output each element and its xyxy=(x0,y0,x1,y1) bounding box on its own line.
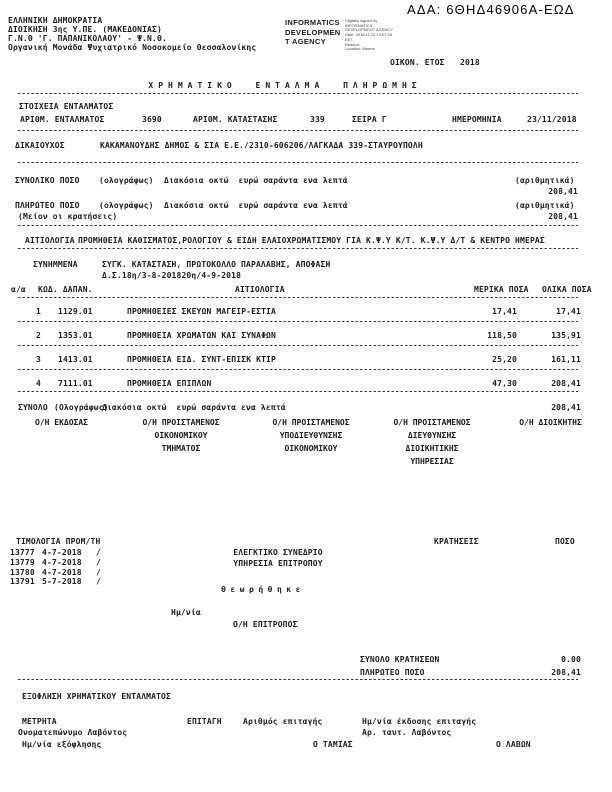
minus-deductions-note: (Μείον οι κρατήσεις) xyxy=(18,212,118,221)
grand-total-value: 208,41 xyxy=(551,403,581,412)
ada-code: ΑΔΑ: 6ΘΗΔ46906Α-ΕΩΔ xyxy=(407,2,575,17)
divider xyxy=(18,162,578,163)
attachments-line: ΣΥΓΚ. ΚΑΤΑΣΤΑΣΗ, ΠΡΩΤΟΚΟΛΛΟ ΠΑΡΑΛΑΒΗΣ, ΑΠΟΦΑΣΗ xyxy=(102,260,331,269)
signature-finance-subdirectorate-head: Ο/Η ΠΡΟΙΣΤΑΜΕΝΟΣ ΥΠΟΔΙΕΥΘΥΝΣΗΣ ΟΙΚΟΝΟΜΙΚΟΥ xyxy=(272,418,350,453)
grand-total-words: Διακόσια οκτώ ευρώ σαράντα ενα λεπτά xyxy=(102,403,286,412)
grand-total-label: ΣΥΝΟΛΟ xyxy=(18,403,48,412)
fiscal-year-value: 2018 xyxy=(460,58,480,67)
invoices-label: ΤΙΜΟΛΟΓΙΑ ΠΡΟΜ/ΤΗ xyxy=(16,537,101,546)
digital-signature-stamp xyxy=(285,18,341,47)
series-label: ΣΕΙΡΑ Γ xyxy=(352,115,387,124)
fiscal-year-label: ΟΙΚΟΝ. ΕΤΟΣ xyxy=(390,58,445,67)
total-amount-inwords-tag: (ολογράφως) xyxy=(99,176,154,185)
stamp-line: DEVELOPMEN xyxy=(285,27,341,37)
col-total: ΟΛΙΚΑ ΠΟΣΑ xyxy=(542,285,592,294)
reason-text: ΠΡΟΜΗΘΕΙΑ ΚΑΘΙΣΜΑΤΟΣ,ΡΟΛΟΓΙΟΥ & ΕΙΔΗ ΕΛΑΙΟΧΡΩΜΑΤΙΣΜΟΥ ΓΙΑ Κ.Ψ.Υ Κ/Τ. Κ.Ψ.Υ Δ/Τ & ΚΕΝΤΡΟ ΗΜΕΡΑΣ xyxy=(78,236,545,245)
statement-number-label: ΑΡΙΘΜ. ΚΑΤΑΣΤΑΣΗΣ xyxy=(193,115,278,124)
col-code: ΚΩΔ. ΔΑΠΑΝ. xyxy=(38,285,93,294)
net-payable-value: 208,41 xyxy=(551,668,581,677)
divider xyxy=(18,248,578,249)
total-amount-words: Διακόσια οκτώ ευρώ σαράντα ενα λεπτά xyxy=(164,176,348,185)
digital-signature-details: Digitally signed by INFORMATICS DEVELOPMENT AGENCY Date: 2018.11.23 13:07:26 EET Reason: Location: Athens xyxy=(345,18,393,52)
divider xyxy=(18,93,578,94)
divider xyxy=(18,297,578,298)
reason-label: ΑΙΤΙΟΛΟΓΙΑ xyxy=(25,236,75,245)
divider xyxy=(18,225,578,226)
court-date-label: Ημ/νία xyxy=(171,608,201,617)
audit-court-line: ΕΛΕΓΚΤΙΚΟ ΣΥΝΕΔΡΙΟ xyxy=(233,548,323,557)
beneficiary-label: ΔΙΚΑΙΟΥΧΟΣ xyxy=(15,141,65,150)
entalma-number-label: ΑΡΙΘΜ. ΕΝΤΑΛΜΑΤΟΣ xyxy=(20,115,105,124)
cashier-signature-label: Ο ΤΑΜΙΑΣ xyxy=(313,740,353,749)
org-line: Γ.Ν.Θ 'Γ. ΠΑΠΑΝΙΚΟΛΑΟΥ' - Ψ.Ν.Θ. xyxy=(8,34,167,43)
col-reason: ΑΙΤΙΟΛΟΓΙΑ xyxy=(235,285,285,294)
payee-id-label: Αρ. ταυτ. Λαβόντος xyxy=(362,728,452,737)
statement-number-value: 339 xyxy=(310,115,325,124)
beneficiary-value: ΚΑΚΑΜΑΝΟΥΔΗΣ ΔΗΜΟΣ & ΣΙΑ Ε.Ε./2310-606206/ΛΑΓΚΑΔΑ 339-ΣΤΑΥΡΟΥΠΟΛΗ xyxy=(100,141,423,150)
total-amount-value: 208,41 xyxy=(548,187,578,196)
date-label: ΗΜΕΡΟΜΗΝΙΑ xyxy=(452,115,502,124)
stamp-line: INFORMATICS xyxy=(285,18,340,27)
signature-issuer: Ο/Η ΕΚΔΟΣΑΣ xyxy=(35,418,88,427)
col-aa: α/α xyxy=(11,285,26,294)
payee-name-label: Ονοματεπώνυμο Λαβόντος xyxy=(18,728,128,737)
divider xyxy=(18,369,578,370)
commissioner-service-line: ΥΠΗΡΕΣΙΑ ΕΠΙΤΡΟΠΟΥ xyxy=(233,559,323,568)
entalma-number-value: 3690 xyxy=(142,115,162,124)
grand-total-inwords-tag: (Ολογράφως) xyxy=(54,403,109,412)
org-line: Οργανική Μονάδα Ψυχιατρικό Νοσοκομείο Θεσσαλονίκης xyxy=(8,43,257,52)
total-deductions-label: ΣΥΝΟΛΟ ΚΡΑΤΗΣΕΩΝ xyxy=(360,655,440,664)
cash-label: ΜΕΤΡΗΤΑ xyxy=(22,717,57,726)
divider xyxy=(18,321,578,322)
org-line: ΔΙΟΙΚΗΣΗ 3ης Υ.ΠΕ. (ΜΑΚΕΔΟΝΙΑΣ) xyxy=(8,25,162,34)
attachments-line: Δ.Σ.18η/3-8-201820η/4-9-2018 xyxy=(102,271,242,280)
payable-amount-words: Διακόσια οκτώ ευρώ σαράντα ενα λεπτά xyxy=(164,201,348,210)
receiver-signature-label: Ο ΛΑΒΩΝ xyxy=(496,740,531,749)
amount-header: ΠΟΣΟ xyxy=(555,537,575,546)
divider xyxy=(18,130,578,131)
divider xyxy=(18,391,578,392)
total-deductions-value: 0.00 xyxy=(561,655,581,664)
signature-admin-directorate-head: Ο/Η ΠΡΟΙΣΤΑΜΕΝΟΣ ΔΙΕΥΘΥΝΣΗΣ ΔΙΟΙΚΗΤΙΚΗΣ ΥΠΗΡΕΣΙΑΣ xyxy=(393,418,471,466)
divider xyxy=(18,345,578,346)
total-amount-label: ΣΥΝΟΛΙΚΟ ΠΟΣΟ xyxy=(15,176,80,185)
divider xyxy=(18,679,578,680)
cheque-label: ΕΠΙΤΑΓΗ xyxy=(187,717,222,726)
signature-governor: Ο/Η ΔΙΟΙΚΗΤΗΣ xyxy=(519,418,582,427)
date-value: 23/11/2018 xyxy=(527,115,577,124)
signature-finance-dept-head: Ο/Η ΠΡΟΙΣΤΑΜΕΝΟΣ ΟΙΚΟΝΟΜΙΚΟΥ ΤΜΗΜΑΤΟΣ xyxy=(142,418,220,453)
page-title: ΧΡΗΜΑΤΙΚΟ ΕΝΤΑΛΜΑ ΠΛΗΡΩΜΗΣ xyxy=(148,81,422,90)
payment-date-label: Ημ/νία εξόφλησης xyxy=(22,740,102,749)
approved-stamp-text: θεωρήθηκε xyxy=(221,585,305,594)
col-partial: ΜΕΡΙΚΑ ΠΟΣΑ xyxy=(474,285,529,294)
deductions-header: ΚΡΑΤΗΣΕΙΣ xyxy=(434,537,479,546)
cheque-issue-date-label: Ημ/νία έκδοσης επιταγής xyxy=(362,717,477,726)
net-payable-label: ΠΛΗΡΩΤΕΟ ΠΟΣΟ xyxy=(360,668,425,677)
stamp-line: T AGENCY xyxy=(285,37,326,46)
total-amount-numeric-tag: (αριθμητικά) xyxy=(515,176,575,185)
commissioner-signature-label: Ο/Η ΕΠΙΤΡΟΠΟΣ xyxy=(233,620,298,629)
payable-amount-numeric-tag: (αριθμητικά) xyxy=(515,201,575,210)
attachments-label: ΣΥΝΗΜΜΕΝΑ xyxy=(33,260,78,269)
settlement-title: ΕΞΟΦΛΗΣΗ ΧΡΗΜΑΤΙΚΟΥ ΕΝΤΑΛΜΑΤΟΣ xyxy=(22,692,171,701)
org-line: ΕΛΛΗΝΙΚΗ ΔΗΜΟΚΡΑΤΙΑ xyxy=(8,16,103,25)
section-entalma-label: ΣΤΟΙΧΕΙΑ ΕΝΤΑΛΜΑΤΟΣ xyxy=(19,102,114,111)
payable-amount-inwords-tag: (ολογράφως) xyxy=(99,201,154,210)
cheque-number-label: Αριθμός επιταγής xyxy=(243,717,323,726)
payable-amount-value: 208,41 xyxy=(548,212,578,221)
payment-order-page: ΑΔΑ: 6ΘΗΔ46906Α-ΕΩΔ ΕΛΛΗΝΙΚΗ ΔΗΜΟΚΡΑΤΙΑ ΔΙΟΙΚΗΣΗ 3ης Υ.ΠΕ. (ΜΑΚΕΔΟΝΙΑΣ) Γ.Ν.Θ 'Γ. ΠΑΠΑΝΙΚΟΛΑΟΥ' - Ψ.Ν.Θ. Οργανική Μονάδα Ψυχιατρικό Νοσοκομείο Θεσσαλονίκης INFORMATICS DEVELOPMEN T AGENCY Digitally signed by INFORMATICS DEVELOPMENT AGENCY Date: 2018.11.23 13:07:26 EET Reason: Location: Athens ΟΙΚΟΝ. ΕΤΟΣ 2018 ΧΡΗΜΑΤΙΚΟ ΕΝΤΑΛΜΑ ΠΛΗΡΩΜΗΣ ΣΤΟΙΧΕΙΑ ΕΝΤΑΛΜΑΤΟΣ ΑΡΙΘΜ. ΕΝΤΑΛΜΑΤΟΣ 3690 ΑΡΙΘΜ. ΚΑΤΑΣΤΑΣΗΣ 339 ΣΕΙΡΑ Γ ΗΜΕΡΟΜΗΝΙΑ 23/11/2018 ΔΙΚΑΙΟΥΧΟΣ ΚΑΚΑΜΑΝΟΥΔΗΣ ΔΗΜΟΣ & ΣΙΑ Ε.Ε./2310-606206/ΛΑΓΚΑΔΑ 339-ΣΤΑΥΡΟΥΠΟΛΗ ΣΥΝΟΛΙΚΟ ΠΟΣΟ (ολογράφως) Διακόσια οκτώ ευρώ σαράντα ενα λεπτά (αριθμητικά) 208,41 ΠΛΗΡΩΤΕΟ ΠΟΣΟ (ολογράφως) Διακόσια οκτώ ευρώ σαράντα ενα λεπτά (αριθμητικά) (Μείον οι κρατήσεις) 208,41 ΑΙΤΙΟΛΟΓΙΑ ΠΡΟΜΗΘΕΙΑ ΚΑΘΙΣΜΑΤΟΣ,ΡΟΛΟΓΙΟΥ & ΕΙΔΗ ΕΛΑΙΟΧΡΩΜΑΤΙΣΜΟΥ ΓΙΑ Κ.Ψ.Υ Κ/Τ. Κ.Ψ.Υ Δ/Τ & ΚΕΝΤΡΟ ΗΜΕΡΑΣ ΣΥΝΗΜΜΕΝΑ ΣΥΓΚ. ΚΑΤΑΣΤΑΣΗ, ΠΡΩΤΟΚΟΛΛΟ ΠΑΡΑΛΑΒΗΣ, ΑΠΟΦΑΣΗ Δ.Σ.18η/3-8-201820η/4-9-2018 α/α ΚΩΔ. ΔΑΠΑΝ. ΑΙΤΙΟΛΟΓΙΑ ΜΕΡΙΚΑ ΠΟΣΑ ΟΛΙΚΑ ΠΟΣΑ 1 1129.01 ΠΡΟΜΗΘΕΙΕΣ ΣΚΕΥΩΝ ΜΑΓΕΙΡ-ΕΣΤΙΑ 17,41 17,41 2 1353.01 ΠΡΟΜΗΘΕΙΑ ΧΡΩΜΑΤΩΝ ΚΑΙ ΣΥΝΑΦΩΝ 118,50 135,91 3 1413.01 ΠΡΟΜΗΘΕΙΑ ΕΙΔ. ΣΥΝΤ-ΕΠΙΣΚ ΚΤΙΡ 25,20 161,11 4 7111.01 ΠΡΟΜΗΘΕΙΑ ΕΠΙΠΛΩΝ 47,30 208,41 ΣΥΝΟΛΟ (Ολογράφως) Διακόσια οκτώ ευρώ σαράντα ενα λεπτά 208,41 Ο/Η ΕΚΔΟΣΑΣ Ο/Η ΠΡΟΙΣΤΑΜΕΝΟΣ ΟΙΚΟΝΟΜΙΚΟΥ ΤΜΗΜΑΤΟΣ Ο/Η ΠΡΟΙΣΤΑΜΕΝΟΣ ΥΠΟΔΙΕΥΘΥΝΣΗΣ ΟΙΚΟΝΟΜΙΚΟΥ Ο/Η ΠΡΟΙΣΤΑΜΕΝΟΣ ΔΙΕΥΘΥΝΣΗΣ ΔΙΟΙΚΗΤΙΚΗΣ ΥΠΗΡΕΣΙΑΣ Ο/Η ΔΙΟΙΚΗΤΗΣ ΤΙΜΟΛΟΓΙΑ ΠΡΟΜ/ΤΗ ΚΡΑΤΗΣΕΙΣ ΠΟΣΟ 13777 4-7-2018 / 13779 4-7-2018 / 13780 4-7-2018 / 13791 5-7-2018 / ΕΛΕΓΚΤΙΚΟ ΣΥΝΕΔΡΙΟ ΥΠΗΡΕΣΙΑ ΕΠΙΤΡΟΠΟΥ θεωρήθηκε Ημ/νία Ο/Η ΕΠΙΤΡΟΠΟΣ ΣΥΝΟΛΟ ΚΡΑΤΗΣΕΩΝ 0.00 ΠΛΗΡΩΤΕΟ ΠΟΣΟ 208,41 ΕΞΟΦΛΗΣΗ ΧΡΗΜΑΤΙΚΟΥ ΕΝΤΑΛΜΑΤΟΣ ΜΕΤΡΗΤΑ ΕΠΙΤΑΓΗ Αριθμός επιταγής Ημ/νία έκδοσης επιταγής Ονοματεπώνυμο Λαβόντος Αρ. ταυτ. Λαβόντος Ημ/νία εξόφλησης Ο ΤΑΜΙΑΣ Ο ΛΑΒΩΝ xyxy=(0,0,612,792)
payable-amount-label: ΠΛΗΡΩΤΕΟ ΠΟΣΟ xyxy=(15,201,80,210)
